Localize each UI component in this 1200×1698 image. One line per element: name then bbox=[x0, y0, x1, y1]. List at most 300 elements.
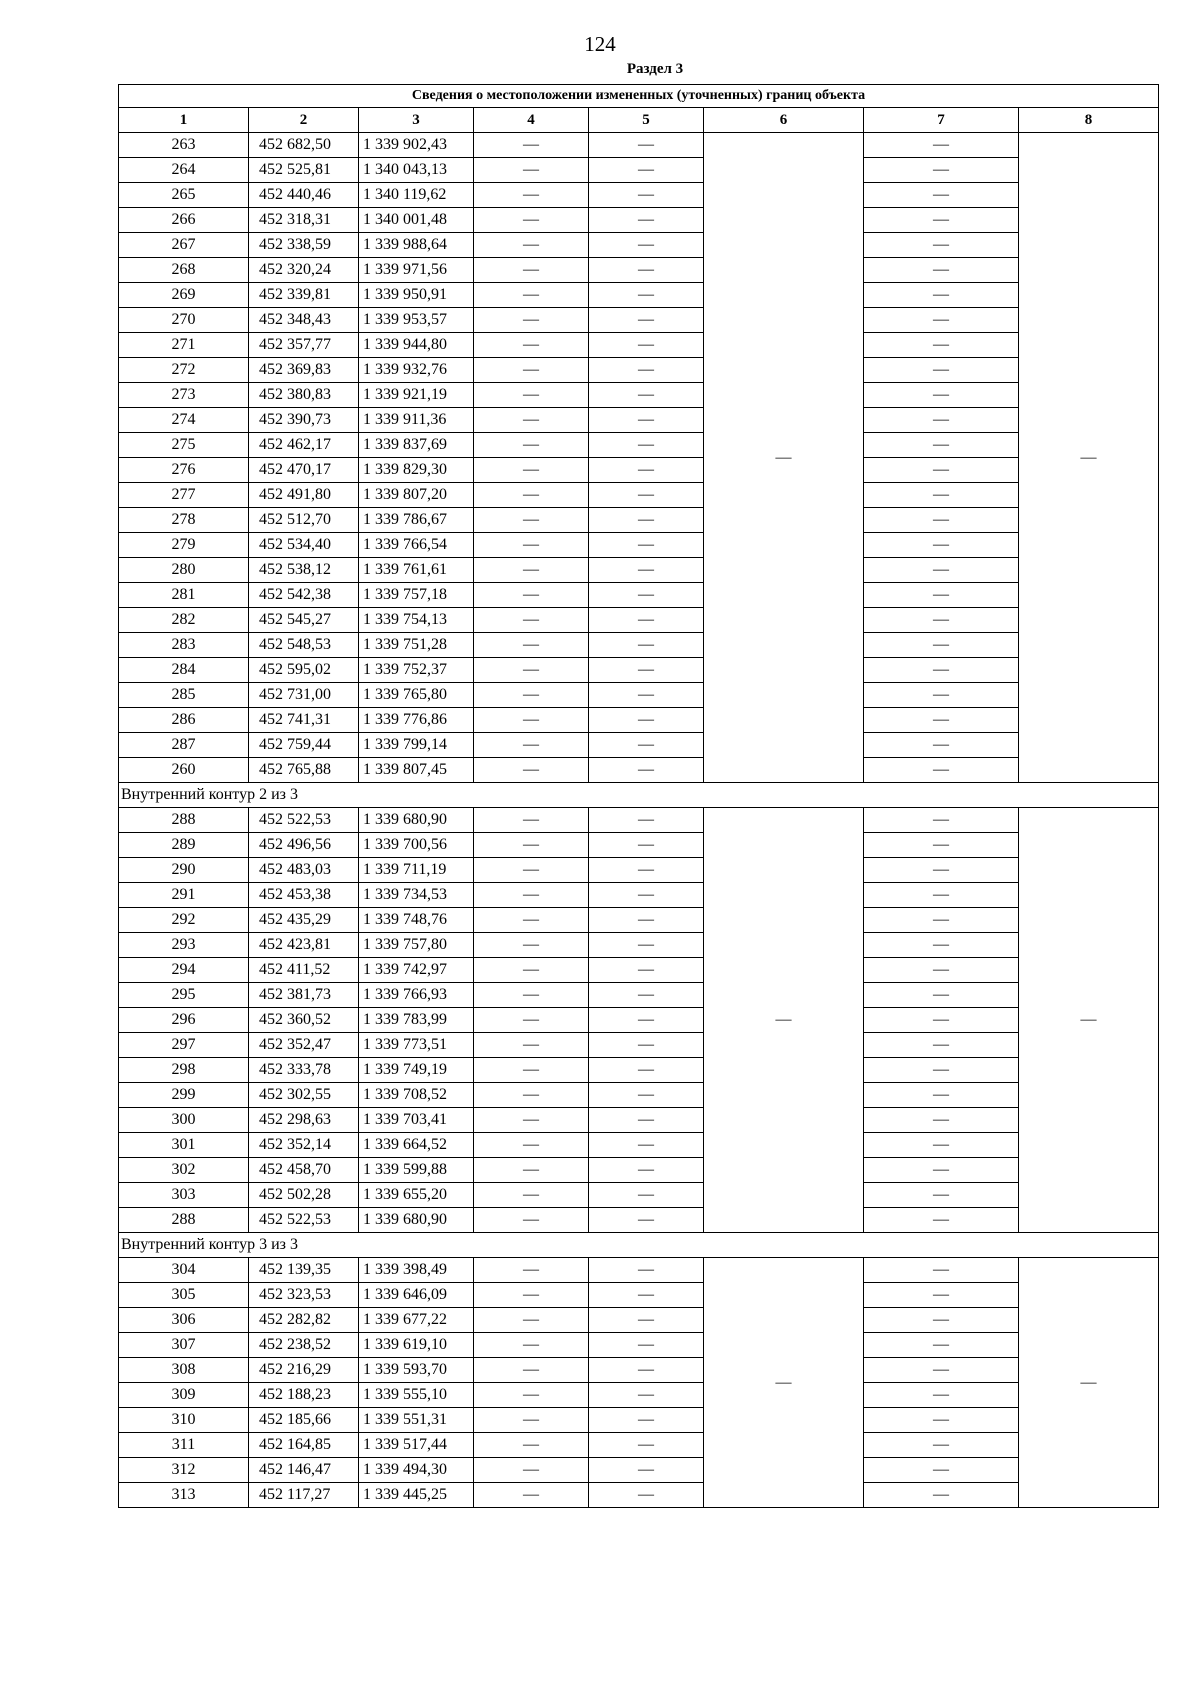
table-row bbox=[119, 1008, 1159, 1033]
col6-dash-cell: — bbox=[704, 1258, 864, 1508]
col5-dash-cell: — bbox=[589, 408, 704, 433]
point-number-cell: 269 bbox=[119, 283, 249, 308]
table-row bbox=[119, 1158, 1159, 1183]
col4-dash-cell: — bbox=[474, 708, 589, 733]
table-row bbox=[119, 1133, 1159, 1158]
table-row bbox=[119, 183, 1159, 208]
table-row bbox=[119, 908, 1159, 933]
col4-dash-cell: — bbox=[474, 808, 589, 833]
col7-dash-cell: — bbox=[864, 733, 1019, 758]
y-coordinate-cell: 1 339 555,10 bbox=[359, 1383, 474, 1408]
point-number-cell: 265 bbox=[119, 183, 249, 208]
point-number-cell: 282 bbox=[119, 608, 249, 633]
x-coordinate-cell: 452 282,82 bbox=[249, 1308, 359, 1333]
col5-dash-cell: — bbox=[589, 1133, 704, 1158]
col5-dash-cell: — bbox=[589, 283, 704, 308]
col7-dash-cell: — bbox=[864, 883, 1019, 908]
col4-dash-cell: — bbox=[474, 508, 589, 533]
col4-dash-cell: — bbox=[474, 458, 589, 483]
x-coordinate-cell: 452 483,03 bbox=[249, 858, 359, 883]
y-coordinate-cell: 1 339 551,31 bbox=[359, 1408, 474, 1433]
col5-dash-cell: — bbox=[589, 808, 704, 833]
x-coordinate-cell: 452 146,47 bbox=[249, 1458, 359, 1483]
x-coordinate-cell: 452 360,52 bbox=[249, 1008, 359, 1033]
col5-dash-cell: — bbox=[589, 433, 704, 458]
table-row bbox=[119, 383, 1159, 408]
y-coordinate-cell: 1 339 517,44 bbox=[359, 1433, 474, 1458]
col4-dash-cell: — bbox=[474, 483, 589, 508]
y-coordinate-cell: 1 339 776,86 bbox=[359, 708, 474, 733]
table-row bbox=[119, 1108, 1159, 1133]
col5-dash-cell: — bbox=[589, 508, 704, 533]
col4-dash-cell: — bbox=[474, 433, 589, 458]
point-number-cell: 264 bbox=[119, 158, 249, 183]
table-row bbox=[119, 1408, 1159, 1433]
table-row bbox=[119, 1458, 1159, 1483]
col7-dash-cell: — bbox=[864, 1083, 1019, 1108]
table-row bbox=[119, 1433, 1159, 1458]
x-coordinate-cell: 452 333,78 bbox=[249, 1058, 359, 1083]
col5-dash-cell: — bbox=[589, 608, 704, 633]
table-row bbox=[119, 1483, 1159, 1508]
table-row bbox=[119, 758, 1159, 783]
col4-dash-cell: — bbox=[474, 1358, 589, 1383]
y-coordinate-cell: 1 339 677,22 bbox=[359, 1308, 474, 1333]
col4-dash-cell: — bbox=[474, 958, 589, 983]
x-coordinate-cell: 452 298,63 bbox=[249, 1108, 359, 1133]
col5-dash-cell: — bbox=[589, 683, 704, 708]
col7-dash-cell: — bbox=[864, 758, 1019, 783]
point-number-cell: 300 bbox=[119, 1108, 249, 1133]
col7-dash-cell: — bbox=[864, 383, 1019, 408]
col4-dash-cell: — bbox=[474, 1133, 589, 1158]
table-row bbox=[119, 558, 1159, 583]
col7-dash-cell: — bbox=[864, 683, 1019, 708]
col7-dash-cell: — bbox=[864, 1058, 1019, 1083]
x-coordinate-cell: 452 338,59 bbox=[249, 233, 359, 258]
x-coordinate-cell: 452 522,53 bbox=[249, 808, 359, 833]
col5-dash-cell: — bbox=[589, 358, 704, 383]
column-header: 2 bbox=[249, 108, 359, 133]
y-coordinate-cell: 1 339 646,09 bbox=[359, 1283, 474, 1308]
col5-dash-cell: — bbox=[589, 333, 704, 358]
table-row bbox=[119, 933, 1159, 958]
col7-dash-cell: — bbox=[864, 1208, 1019, 1233]
col5-dash-cell: — bbox=[589, 908, 704, 933]
col4-dash-cell: — bbox=[474, 1108, 589, 1133]
col4-dash-cell: — bbox=[474, 158, 589, 183]
x-coordinate-cell: 452 453,38 bbox=[249, 883, 359, 908]
y-coordinate-cell: 1 339 786,67 bbox=[359, 508, 474, 533]
col7-dash-cell: — bbox=[864, 158, 1019, 183]
col7-dash-cell: — bbox=[864, 533, 1019, 558]
table-row bbox=[119, 208, 1159, 233]
col4-dash-cell: — bbox=[474, 383, 589, 408]
col8-dash-cell: — bbox=[1019, 133, 1159, 783]
y-coordinate-cell: 1 339 703,41 bbox=[359, 1108, 474, 1133]
col7-dash-cell: — bbox=[864, 1183, 1019, 1208]
col4-dash-cell: — bbox=[474, 1208, 589, 1233]
col5-dash-cell: — bbox=[589, 258, 704, 283]
contour-group bbox=[119, 783, 1159, 1233]
point-number-cell: 263 bbox=[119, 133, 249, 158]
col5-dash-cell: — bbox=[589, 758, 704, 783]
y-coordinate-cell: 1 340 043,13 bbox=[359, 158, 474, 183]
y-coordinate-cell: 1 339 680,90 bbox=[359, 1208, 474, 1233]
col4-dash-cell: — bbox=[474, 833, 589, 858]
col4-dash-cell: — bbox=[474, 1283, 589, 1308]
col5-dash-cell: — bbox=[589, 533, 704, 558]
point-number-cell: 280 bbox=[119, 558, 249, 583]
y-coordinate-cell: 1 339 680,90 bbox=[359, 808, 474, 833]
x-coordinate-cell: 452 731,00 bbox=[249, 683, 359, 708]
point-number-cell: 266 bbox=[119, 208, 249, 233]
col7-dash-cell: — bbox=[864, 183, 1019, 208]
table-row bbox=[119, 158, 1159, 183]
y-coordinate-cell: 1 339 766,93 bbox=[359, 983, 474, 1008]
x-coordinate-cell: 452 496,56 bbox=[249, 833, 359, 858]
y-coordinate-cell: 1 339 971,56 bbox=[359, 258, 474, 283]
x-coordinate-cell: 452 302,55 bbox=[249, 1083, 359, 1108]
contour-label: Внутренний контур 2 из 3 bbox=[119, 783, 1159, 808]
point-number-cell: 294 bbox=[119, 958, 249, 983]
y-coordinate-cell: 1 339 445,25 bbox=[359, 1483, 474, 1508]
point-number-cell: 260 bbox=[119, 758, 249, 783]
col7-dash-cell: — bbox=[864, 708, 1019, 733]
x-coordinate-cell: 452 765,88 bbox=[249, 758, 359, 783]
table-row bbox=[119, 258, 1159, 283]
table-row bbox=[119, 333, 1159, 358]
table-row bbox=[119, 508, 1159, 533]
col7-dash-cell: — bbox=[864, 1108, 1019, 1133]
point-number-cell: 268 bbox=[119, 258, 249, 283]
col5-dash-cell: — bbox=[589, 883, 704, 908]
y-coordinate-cell: 1 339 950,91 bbox=[359, 283, 474, 308]
table-row bbox=[119, 1258, 1159, 1283]
x-coordinate-cell: 452 462,17 bbox=[249, 433, 359, 458]
point-number-cell: 288 bbox=[119, 1208, 249, 1233]
col4-dash-cell: — bbox=[474, 233, 589, 258]
x-coordinate-cell: 452 435,29 bbox=[249, 908, 359, 933]
y-coordinate-cell: 1 340 119,62 bbox=[359, 183, 474, 208]
col5-dash-cell: — bbox=[589, 1408, 704, 1433]
x-coordinate-cell: 452 369,83 bbox=[249, 358, 359, 383]
x-coordinate-cell: 452 357,77 bbox=[249, 333, 359, 358]
col5-dash-cell: — bbox=[589, 733, 704, 758]
col5-dash-cell: — bbox=[589, 1308, 704, 1333]
x-coordinate-cell: 452 759,44 bbox=[249, 733, 359, 758]
col4-dash-cell: — bbox=[474, 683, 589, 708]
point-number-cell: 278 bbox=[119, 508, 249, 533]
x-coordinate-cell: 452 538,12 bbox=[249, 558, 359, 583]
page-number: 124 bbox=[584, 32, 616, 56]
col7-dash-cell: — bbox=[864, 958, 1019, 983]
col7-dash-cell: — bbox=[864, 1383, 1019, 1408]
table-row bbox=[119, 733, 1159, 758]
x-coordinate-cell: 452 525,81 bbox=[249, 158, 359, 183]
col6-dash-cell: — bbox=[704, 133, 864, 783]
table-row bbox=[119, 283, 1159, 308]
col5-dash-cell: — bbox=[589, 1158, 704, 1183]
point-number-cell: 295 bbox=[119, 983, 249, 1008]
table-row bbox=[119, 458, 1159, 483]
x-coordinate-cell: 452 440,46 bbox=[249, 183, 359, 208]
col5-dash-cell: — bbox=[589, 933, 704, 958]
table-row bbox=[119, 958, 1159, 983]
col7-dash-cell: — bbox=[864, 608, 1019, 633]
table-row bbox=[119, 1208, 1159, 1233]
col4-dash-cell: — bbox=[474, 908, 589, 933]
y-coordinate-cell: 1 339 837,69 bbox=[359, 433, 474, 458]
col4-dash-cell: — bbox=[474, 633, 589, 658]
x-coordinate-cell: 452 318,31 bbox=[249, 208, 359, 233]
contour-group bbox=[119, 1233, 1159, 1508]
col5-dash-cell: — bbox=[589, 1058, 704, 1083]
col4-dash-cell: — bbox=[474, 1383, 589, 1408]
y-coordinate-cell: 1 339 944,80 bbox=[359, 333, 474, 358]
col5-dash-cell: — bbox=[589, 308, 704, 333]
y-coordinate-cell: 1 339 829,30 bbox=[359, 458, 474, 483]
col7-dash-cell: — bbox=[864, 1258, 1019, 1283]
x-coordinate-cell: 452 534,40 bbox=[249, 533, 359, 558]
col4-dash-cell: — bbox=[474, 208, 589, 233]
contour-group bbox=[119, 133, 1159, 783]
point-number-cell: 305 bbox=[119, 1283, 249, 1308]
col4-dash-cell: — bbox=[474, 1033, 589, 1058]
y-coordinate-cell: 1 339 783,99 bbox=[359, 1008, 474, 1033]
column-header: 3 bbox=[359, 108, 474, 133]
col4-dash-cell: — bbox=[474, 358, 589, 383]
table-row bbox=[119, 583, 1159, 608]
point-number-cell: 279 bbox=[119, 533, 249, 558]
col7-dash-cell: — bbox=[864, 258, 1019, 283]
col7-dash-cell: — bbox=[864, 433, 1019, 458]
table-row bbox=[119, 708, 1159, 733]
col5-dash-cell: — bbox=[589, 458, 704, 483]
col7-dash-cell: — bbox=[864, 833, 1019, 858]
x-coordinate-cell: 452 185,66 bbox=[249, 1408, 359, 1433]
y-coordinate-cell: 1 339 773,51 bbox=[359, 1033, 474, 1058]
col4-dash-cell: — bbox=[474, 608, 589, 633]
col5-dash-cell: — bbox=[589, 208, 704, 233]
col5-dash-cell: — bbox=[589, 983, 704, 1008]
point-number-cell: 299 bbox=[119, 1083, 249, 1108]
x-coordinate-cell: 452 411,52 bbox=[249, 958, 359, 983]
x-coordinate-cell: 452 348,43 bbox=[249, 308, 359, 333]
point-number-cell: 274 bbox=[119, 408, 249, 433]
table-row bbox=[119, 808, 1159, 833]
x-coordinate-cell: 452 458,70 bbox=[249, 1158, 359, 1183]
col5-dash-cell: — bbox=[589, 1458, 704, 1483]
table-row bbox=[119, 1083, 1159, 1108]
col7-dash-cell: — bbox=[864, 1333, 1019, 1358]
y-coordinate-cell: 1 339 749,19 bbox=[359, 1058, 474, 1083]
col4-dash-cell: — bbox=[474, 1258, 589, 1283]
table-row bbox=[119, 633, 1159, 658]
point-number-cell: 311 bbox=[119, 1433, 249, 1458]
contour-label-row bbox=[119, 783, 1159, 808]
column-header: 8 bbox=[1019, 108, 1159, 133]
x-coordinate-cell: 452 423,81 bbox=[249, 933, 359, 958]
table-row bbox=[119, 533, 1159, 558]
col4-dash-cell: — bbox=[474, 283, 589, 308]
point-number-cell: 287 bbox=[119, 733, 249, 758]
col4-dash-cell: — bbox=[474, 1458, 589, 1483]
y-coordinate-cell: 1 339 664,52 bbox=[359, 1133, 474, 1158]
y-coordinate-cell: 1 339 593,70 bbox=[359, 1358, 474, 1383]
col4-dash-cell: — bbox=[474, 1433, 589, 1458]
col7-dash-cell: — bbox=[864, 583, 1019, 608]
col4-dash-cell: — bbox=[474, 758, 589, 783]
x-coordinate-cell: 452 545,27 bbox=[249, 608, 359, 633]
col4-dash-cell: — bbox=[474, 658, 589, 683]
point-number-cell: 310 bbox=[119, 1408, 249, 1433]
y-coordinate-cell: 1 339 807,45 bbox=[359, 758, 474, 783]
col7-dash-cell: — bbox=[864, 658, 1019, 683]
point-number-cell: 297 bbox=[119, 1033, 249, 1058]
point-number-cell: 284 bbox=[119, 658, 249, 683]
table-row bbox=[119, 833, 1159, 858]
col7-dash-cell: — bbox=[864, 458, 1019, 483]
table-head bbox=[119, 85, 1159, 133]
col4-dash-cell: — bbox=[474, 1008, 589, 1033]
col7-dash-cell: — bbox=[864, 1308, 1019, 1333]
table-row bbox=[119, 408, 1159, 433]
contour-label-row bbox=[119, 1233, 1159, 1258]
col5-dash-cell: — bbox=[589, 633, 704, 658]
y-coordinate-cell: 1 339 757,18 bbox=[359, 583, 474, 608]
point-number-cell: 267 bbox=[119, 233, 249, 258]
table-row bbox=[119, 133, 1159, 158]
table-row bbox=[119, 608, 1159, 633]
table-row bbox=[119, 1283, 1159, 1308]
point-number-cell: 270 bbox=[119, 308, 249, 333]
col7-dash-cell: — bbox=[864, 1283, 1019, 1308]
y-coordinate-cell: 1 339 751,28 bbox=[359, 633, 474, 658]
col4-dash-cell: — bbox=[474, 1058, 589, 1083]
x-coordinate-cell: 452 595,02 bbox=[249, 658, 359, 683]
col4-dash-cell: — bbox=[474, 558, 589, 583]
col4-dash-cell: — bbox=[474, 1183, 589, 1208]
coordinates-table bbox=[118, 84, 1159, 1508]
point-number-cell: 296 bbox=[119, 1008, 249, 1033]
col7-dash-cell: — bbox=[864, 208, 1019, 233]
col4-dash-cell: — bbox=[474, 308, 589, 333]
point-number-cell: 293 bbox=[119, 933, 249, 958]
y-coordinate-cell: 1 339 619,10 bbox=[359, 1333, 474, 1358]
point-number-cell: 276 bbox=[119, 458, 249, 483]
table-row bbox=[119, 983, 1159, 1008]
column-header-row bbox=[119, 108, 1159, 133]
col5-dash-cell: — bbox=[589, 558, 704, 583]
table-row bbox=[119, 308, 1159, 333]
col4-dash-cell: — bbox=[474, 408, 589, 433]
x-coordinate-cell: 452 741,31 bbox=[249, 708, 359, 733]
point-number-cell: 275 bbox=[119, 433, 249, 458]
col7-dash-cell: — bbox=[864, 483, 1019, 508]
x-coordinate-cell: 452 352,14 bbox=[249, 1133, 359, 1158]
table-row bbox=[119, 1308, 1159, 1333]
table-row bbox=[119, 1333, 1159, 1358]
col4-dash-cell: — bbox=[474, 333, 589, 358]
col7-dash-cell: — bbox=[864, 983, 1019, 1008]
point-number-cell: 303 bbox=[119, 1183, 249, 1208]
col5-dash-cell: — bbox=[589, 183, 704, 208]
y-coordinate-cell: 1 339 766,54 bbox=[359, 533, 474, 558]
col7-dash-cell: — bbox=[864, 1133, 1019, 1158]
y-coordinate-cell: 1 339 911,36 bbox=[359, 408, 474, 433]
x-coordinate-cell: 452 381,73 bbox=[249, 983, 359, 1008]
col7-dash-cell: — bbox=[864, 133, 1019, 158]
y-coordinate-cell: 1 339 757,80 bbox=[359, 933, 474, 958]
col7-dash-cell: — bbox=[864, 1008, 1019, 1033]
col5-dash-cell: — bbox=[589, 833, 704, 858]
col5-dash-cell: — bbox=[589, 1033, 704, 1058]
point-number-cell: 306 bbox=[119, 1308, 249, 1333]
point-number-cell: 304 bbox=[119, 1258, 249, 1283]
col5-dash-cell: — bbox=[589, 1433, 704, 1458]
y-coordinate-cell: 1 339 711,19 bbox=[359, 858, 474, 883]
y-coordinate-cell: 1 339 700,56 bbox=[359, 833, 474, 858]
col4-dash-cell: — bbox=[474, 258, 589, 283]
col4-dash-cell: — bbox=[474, 1308, 589, 1333]
col7-dash-cell: — bbox=[864, 508, 1019, 533]
col7-dash-cell: — bbox=[864, 1033, 1019, 1058]
y-coordinate-cell: 1 339 734,53 bbox=[359, 883, 474, 908]
y-coordinate-cell: 1 340 001,48 bbox=[359, 208, 474, 233]
x-coordinate-cell: 452 323,53 bbox=[249, 1283, 359, 1308]
point-number-cell: 291 bbox=[119, 883, 249, 908]
col5-dash-cell: — bbox=[589, 958, 704, 983]
col7-dash-cell: — bbox=[864, 308, 1019, 333]
y-coordinate-cell: 1 339 655,20 bbox=[359, 1183, 474, 1208]
x-coordinate-cell: 452 548,53 bbox=[249, 633, 359, 658]
col5-dash-cell: — bbox=[589, 1183, 704, 1208]
point-number-cell: 301 bbox=[119, 1133, 249, 1158]
col5-dash-cell: — bbox=[589, 233, 704, 258]
point-number-cell: 288 bbox=[119, 808, 249, 833]
x-coordinate-cell: 452 238,52 bbox=[249, 1333, 359, 1358]
col5-dash-cell: — bbox=[589, 1258, 704, 1283]
col7-dash-cell: — bbox=[864, 1483, 1019, 1508]
y-coordinate-cell: 1 339 988,64 bbox=[359, 233, 474, 258]
col5-dash-cell: — bbox=[589, 1358, 704, 1383]
col5-dash-cell: — bbox=[589, 133, 704, 158]
y-coordinate-cell: 1 339 599,88 bbox=[359, 1158, 474, 1183]
col7-dash-cell: — bbox=[864, 1458, 1019, 1483]
col5-dash-cell: — bbox=[589, 1383, 704, 1408]
col7-dash-cell: — bbox=[864, 283, 1019, 308]
point-number-cell: 286 bbox=[119, 708, 249, 733]
col4-dash-cell: — bbox=[474, 1408, 589, 1433]
point-number-cell: 313 bbox=[119, 1483, 249, 1508]
y-coordinate-cell: 1 339 754,13 bbox=[359, 608, 474, 633]
col4-dash-cell: — bbox=[474, 858, 589, 883]
col5-dash-cell: — bbox=[589, 383, 704, 408]
col5-dash-cell: — bbox=[589, 1208, 704, 1233]
col7-dash-cell: — bbox=[864, 933, 1019, 958]
x-coordinate-cell: 452 352,47 bbox=[249, 1033, 359, 1058]
x-coordinate-cell: 452 682,50 bbox=[249, 133, 359, 158]
col7-dash-cell: — bbox=[864, 1358, 1019, 1383]
point-number-cell: 289 bbox=[119, 833, 249, 858]
table-row bbox=[119, 358, 1159, 383]
col5-dash-cell: — bbox=[589, 583, 704, 608]
x-coordinate-cell: 452 339,81 bbox=[249, 283, 359, 308]
col4-dash-cell: — bbox=[474, 983, 589, 1008]
column-header: 5 bbox=[589, 108, 704, 133]
point-number-cell: 285 bbox=[119, 683, 249, 708]
